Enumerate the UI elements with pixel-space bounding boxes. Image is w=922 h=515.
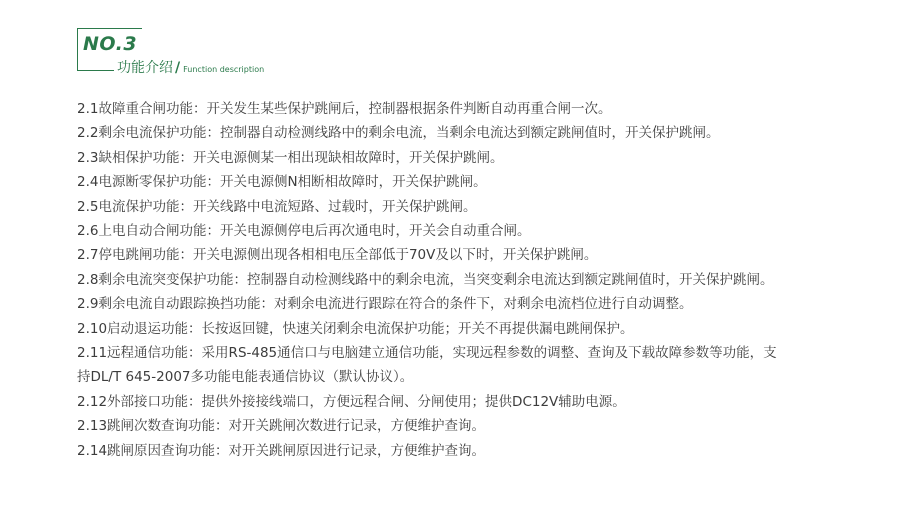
header-bracket-line — [77, 57, 114, 71]
feature-item: 2.7停电跳闸功能：开关电源侧出现各相相电压全部低于70V及以下时，开关保护跳闸。 — [77, 247, 598, 264]
title-separator: / — [175, 60, 181, 76]
section-title-en: Function description — [183, 65, 265, 74]
feature-item: 2.9剩余电流自动跟踪换挡功能：对剩余电流进行跟踪在符合的条件下，对剩余电流档位进行自动调整。 — [77, 296, 693, 313]
section-number-badge — [77, 28, 142, 58]
feature-item: 2.10启动退运功能：长按返回键，快速关闭剩余电流保护功能；开关不再提供漏电跳闸保护。 — [77, 320, 634, 337]
section-header — [77, 28, 377, 84]
feature-item: 2.8剩余电流突变保护功能：控制器自动检测线路中的剩余电流，当突变剩余电流达到额定跳闸值时，开关保护跳闸。 — [77, 271, 774, 288]
section-title — [117, 59, 264, 79]
section-title-cn: 功能介绍 — [117, 60, 173, 76]
feature-item: 2.1故障重合闸功能：开关发生某些保护跳闸后，控制器根据条件判断自动再重合闸一次。 — [77, 101, 612, 117]
feature-item: 2.11远程通信功能：采用RS-485通信口与电脑建立通信功能，实现远程参数的调整、查询及下载故障参数等功能，支持DL/T 645-2007多功能电能表通信协议（默认协议）。 — [77, 345, 777, 386]
feature-item: 2.3缺相保护功能：开关电源侧某一相出现缺相故障时，开关保护跳闸。 — [77, 149, 504, 166]
feature-item: 2.5电流保护功能：开关线路中电流短路、过载时，开关保护跳闸。 — [77, 198, 477, 215]
feature-item: 2.2剩余电流保护功能：控制器自动检测线路中的剩余电流，当剩余电流达到额定跳闸值时，开关保护跳闸。 — [77, 125, 720, 142]
feature-list — [77, 97, 789, 463]
feature-item: 2.14跳闸原因查询功能：对开关跳闸原因进行记录，方便维护查询。 — [77, 442, 486, 459]
feature-item: 2.13跳闸次数查询功能：对开关跳闸次数进行记录，方便维护查询。 — [77, 418, 486, 435]
feature-item: 2.6上电自动合闸功能：开关电源侧停电后再次通电时，开关会自动重合闸。 — [77, 223, 531, 240]
section-number: NO.3 — [83, 33, 138, 55]
feature-item: 2.12外部接口功能：提供外接接线端口，方便远程合闸、分闸使用；提供DC12V辅助电源。 — [77, 393, 626, 410]
feature-item: 2.4电源断零保护功能：开关电源侧N相断相故障时，开关保护跳闸。 — [77, 174, 487, 191]
